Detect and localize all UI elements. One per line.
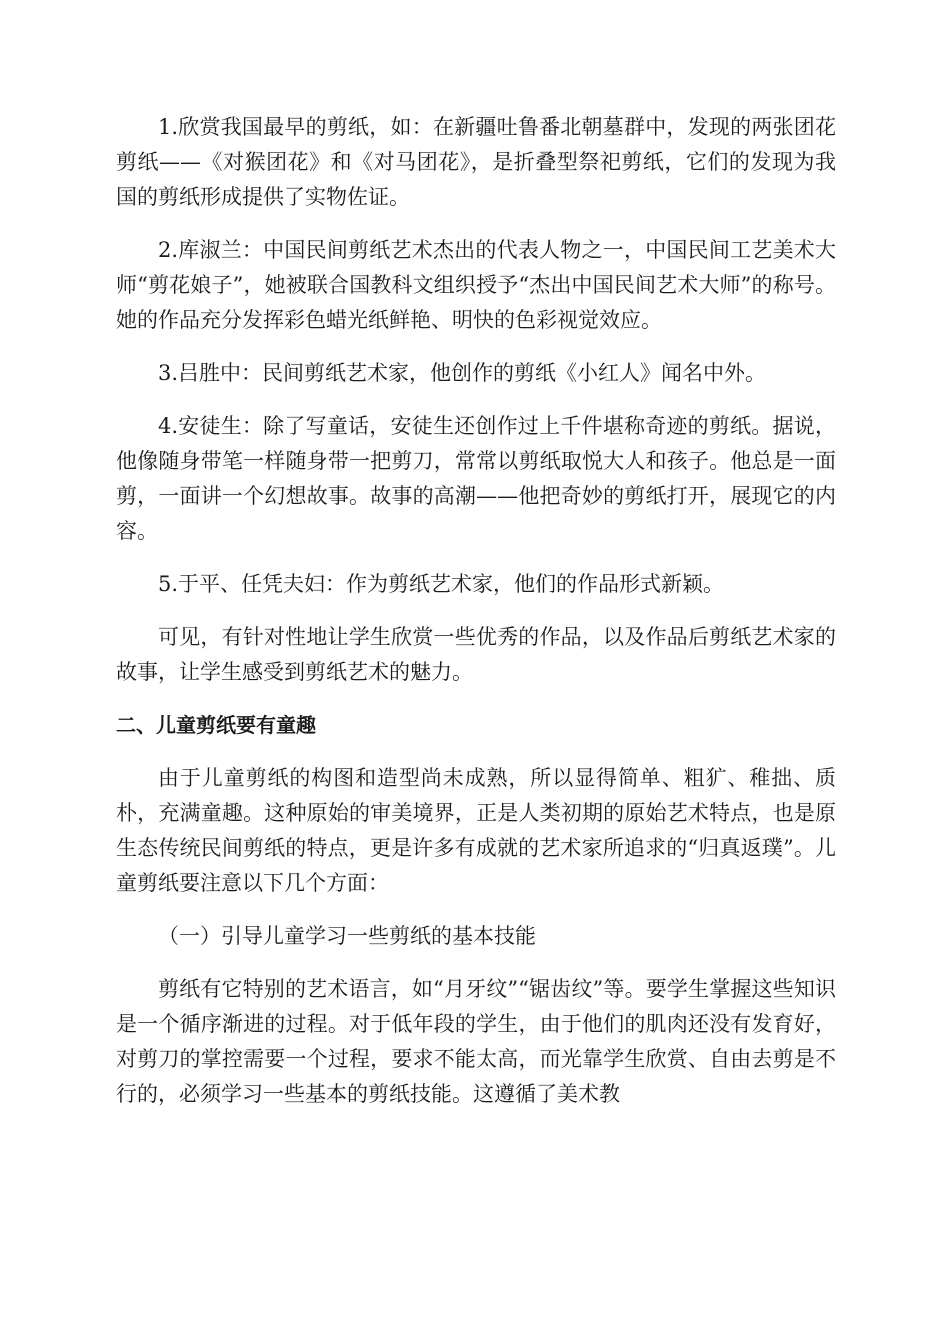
paragraph-summary: 可见，有针对性地让学生欣赏一些优秀的作品，以及作品后剪纸艺术家的故事，让学生感受到剪纸艺术的魅力。 [116,625,836,684]
subsection-body-paragraph: 剪纸有它特别的艺术语言，如“月牙纹”“锯齿纹”等。要学生掌握这些知识是一个循序渐进的过程。对于低年段的学生，由于他们的肌肉还没有发育好，对剪刀的掌控需要一个过程，要求不能太高，而光靠学生欣赏、自由去剪是不行的，必须学习一些基本的剪纸技能。这遵循了美术教 [116,977,836,1106]
subsection-heading: （一）引导儿童学习一些剪纸的基本技能 [158,924,536,948]
paragraph-item-3: 3.吕胜中：民间剪纸艺术家，他创作的剪纸《小红人》闻名中外。 [158,361,767,385]
section-heading: 二、儿童剪纸要有童趣 [116,713,316,737]
paragraph-item-4: 4.安徒生：除了写童话，安徒生还创作过上千件堪称奇迹的剪纸。据说，他像随身带笔一样随身带一把剪刀，常常以剪纸取悦大人和孩子。他总是一面剪，一面讲一个幻想故事。故事的高潮——他把奇妙的剪纸打开，展现它的内容。 [116,414,836,543]
section-intro-paragraph: 由于儿童剪纸的构图和造型尚未成熟，所以显得简单、粗犷、稚拙、质朴，充满童趣。这种原始的审美境界，正是人类初期的原始艺术特点，也是原生态传统民间剪纸的特点，更是许多有成就的艺术家所追求的“归真返璞”。儿童剪纸要注意以下几个方面： [116,766,836,895]
paragraph-item-5: 5.于平、任凭夫妇：作为剪纸艺术家，他们的作品形式新颖。 [158,572,725,596]
paragraph-item-1: 1.欣赏我国最早的剪纸，如：在新疆吐鲁番北朝墓群中，发现的两张团花剪纸——《对猴团花》和《对马团花》，是折叠型祭祀剪纸，它们的发现为我国的剪纸形成提供了实物佐证。 [116,115,836,209]
paragraph-item-2: 2.库淑兰：中国民间剪纸艺术杰出的代表人物之一，中国民间工艺美术大师“剪花娘子”，她被联合国教科文组织授予“杰出中国民间艺术大师”的称号。她的作品充分发挥彩色蜡光纸鲜艳、明快的色彩视觉效应。 [116,238,836,332]
document-body [116,110,836,1130]
